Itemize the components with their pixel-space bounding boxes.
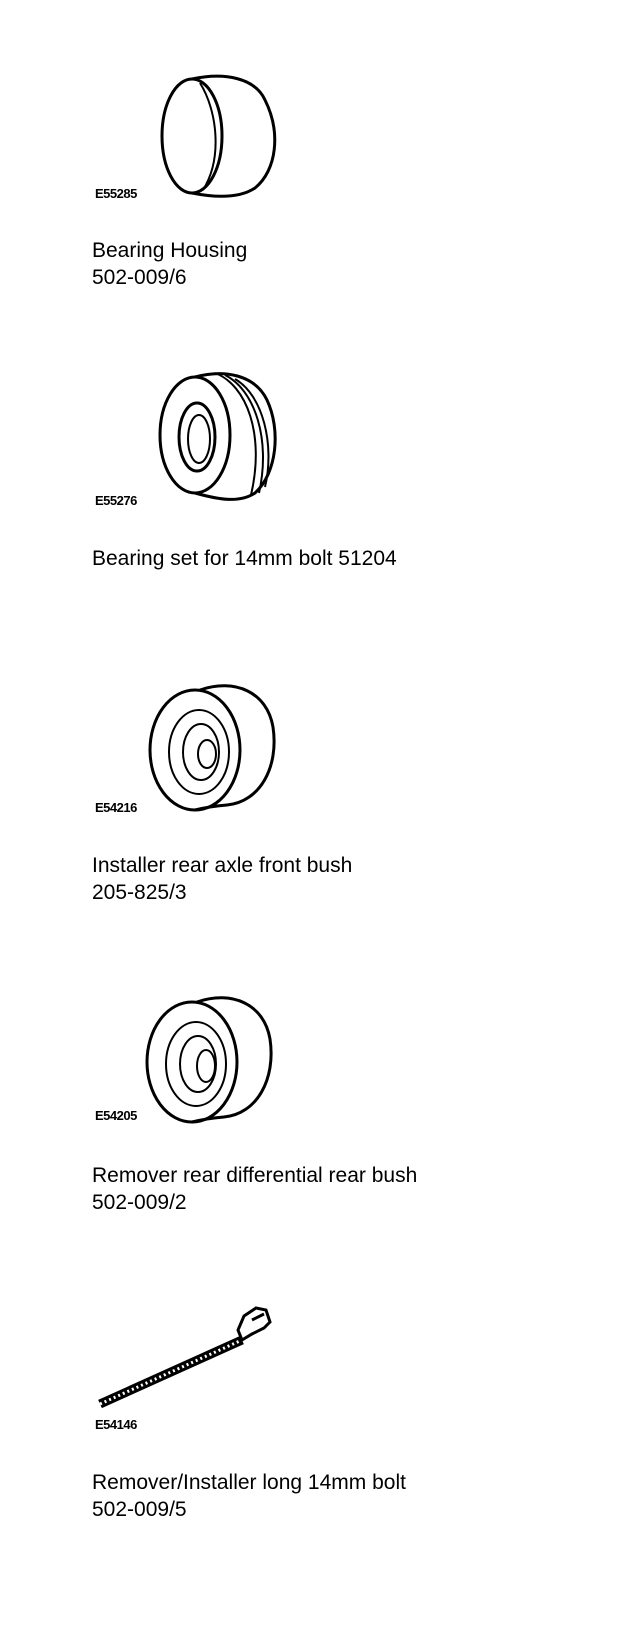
tool-item-installer-bush	[0, 620, 640, 940]
tool-name: Remover rear differential rear bush	[92, 1164, 418, 1187]
installer-bush-icon	[145, 672, 285, 817]
figure-code: E54146	[95, 1417, 137, 1432]
bearing-set-icon	[155, 365, 285, 515]
remover-bush-icon	[142, 984, 282, 1129]
tool-item-remover-bush	[0, 940, 640, 1260]
tool-item-long-bolt	[0, 1260, 640, 1652]
part-number: 205-825/3	[92, 881, 187, 904]
tool-name: Bearing Housing	[92, 239, 248, 262]
figure-code: E55276	[95, 493, 137, 508]
tool-caption	[92, 1469, 406, 1523]
figure-code: E54205	[95, 1108, 137, 1123]
part-number: 502-009/5	[92, 1498, 187, 1521]
tool-caption	[92, 1162, 417, 1216]
tool-item-bearing-housing	[0, 0, 640, 320]
tool-name: Remover/Installer long 14mm bolt	[92, 1471, 406, 1494]
tool-name: Installer rear axle front bush	[92, 854, 353, 877]
part-number: 502-009/6	[92, 266, 187, 289]
tool-caption	[92, 852, 352, 906]
figure-code: E55285	[95, 186, 137, 201]
tool-caption	[92, 545, 397, 572]
tool-name: Bearing set for 14mm bolt 51204	[92, 547, 397, 570]
bearing-housing-icon	[155, 70, 285, 210]
figure-code: E54216	[95, 800, 137, 815]
tool-caption	[92, 237, 247, 291]
part-number: 502-009/2	[92, 1191, 187, 1214]
tool-item-bearing-set	[0, 320, 640, 620]
long-bolt-icon	[96, 1300, 286, 1420]
